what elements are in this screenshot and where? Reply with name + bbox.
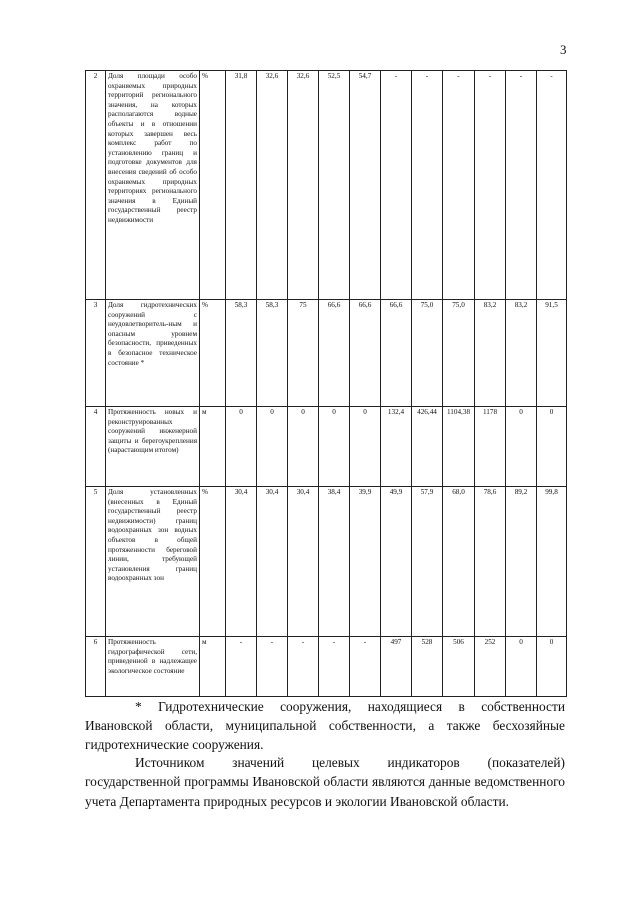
value-cell: 58,3	[226, 300, 257, 407]
value-cell: 1178	[475, 407, 506, 487]
indicators-table	[85, 70, 567, 697]
unit-cell: %	[200, 71, 226, 300]
value-cell: 528	[412, 637, 443, 697]
value-cell: 0	[506, 407, 537, 487]
value-cell: 31,8	[226, 71, 257, 300]
unit-cell: %	[200, 487, 226, 637]
value-cell: 91,5	[537, 300, 567, 407]
value-cell: 52,5	[319, 71, 350, 300]
value-cell: 252	[475, 637, 506, 697]
value-cell: 497	[381, 637, 412, 697]
row-number: 4	[86, 407, 106, 487]
table-row	[86, 407, 567, 487]
value-cell: 68,0	[443, 487, 475, 637]
unit-cell: м	[200, 637, 226, 697]
value-cell: 75,0	[443, 300, 475, 407]
row-number: 6	[86, 637, 106, 697]
value-cell: -	[506, 71, 537, 300]
value-cell: 78,6	[475, 487, 506, 637]
footnote: * Гидротехнические сооружения, находящиеся в собственности Ивановской области, муниципальной собственности, а также бесхозяйные гидротехнические сооружения.	[85, 699, 565, 752]
page-number: 3	[560, 42, 567, 57]
value-cell: 1104,38	[443, 407, 475, 487]
unit-cell: м	[200, 407, 226, 487]
value-cell: 0	[257, 407, 288, 487]
value-cell: 0	[350, 407, 381, 487]
value-cell: 58,3	[257, 300, 288, 407]
value-cell: 0	[537, 407, 567, 487]
value-cell: 57,9	[412, 487, 443, 637]
value-cell: 0	[319, 407, 350, 487]
value-cell: 32,6	[257, 71, 288, 300]
table-row	[86, 300, 567, 407]
value-cell: 75	[288, 300, 319, 407]
value-cell: -	[443, 71, 475, 300]
value-cell: 66,6	[319, 300, 350, 407]
source-paragraph: Источником значений целевых индикаторов (показателей) государственной программы Ивановской области являются данные ведомственного учета Департамента природных ресурсов и экологии Ивановской области.	[85, 755, 565, 809]
value-cell: 0	[226, 407, 257, 487]
indicator-name: Доля площади особо охраняемых природных территорий регионального значения, на которых располагаются водные объекты и в отношении которых завершен весь комплекс работ по установлению границ и подготовке документов для внесения сведений об особо охраняемых природных территориях регионального значения в Единый государственный реестр недвижимости	[106, 71, 200, 300]
indicator-name: Доля установленных (внесенных в Единый государственный реестр недвижимости) границ водоохранных зон водных объектов в общей протяженности береговой линии, требующей установления границ водоохранных зон	[106, 487, 200, 637]
value-cell: 66,6	[381, 300, 412, 407]
value-cell: -	[226, 637, 257, 697]
value-cell: 30,4	[288, 487, 319, 637]
value-cell: -	[475, 71, 506, 300]
value-cell: 30,4	[226, 487, 257, 637]
value-cell: 32,6	[288, 71, 319, 300]
value-cell: 0	[506, 637, 537, 697]
unit-cell: %	[200, 300, 226, 407]
value-cell: 39,9	[350, 487, 381, 637]
value-cell: 49,9	[381, 487, 412, 637]
row-number: 3	[86, 300, 106, 407]
value-cell: 83,2	[506, 300, 537, 407]
value-cell: 99,8	[537, 487, 567, 637]
value-cell: 75,0	[412, 300, 443, 407]
value-cell: 38,4	[319, 487, 350, 637]
value-cell: 426,44	[412, 407, 443, 487]
row-number: 5	[86, 487, 106, 637]
indicator-name: Протяженность гидрографической сети, приведенной в надлежащее экологическое состояние	[106, 637, 200, 697]
value-cell: 89,2	[506, 487, 537, 637]
value-cell: -	[350, 637, 381, 697]
value-cell: 0	[537, 637, 567, 697]
table-row	[86, 487, 567, 637]
indicator-name: Доля гидротехнических сооружений с неудовлетворитель-ным и опасным уровнем безопасности, приведенных в безопасное техническое состояние *	[106, 300, 200, 407]
value-cell: -	[319, 637, 350, 697]
value-cell: -	[288, 637, 319, 697]
table-row	[86, 71, 567, 300]
value-cell: -	[257, 637, 288, 697]
value-cell: 66,6	[350, 300, 381, 407]
indicator-name: Протяженность новых и реконструированных сооружений инженерной защиты и берегоукрепления (нарастающим итогом)	[106, 407, 200, 487]
row-number: 2	[86, 71, 106, 300]
value-cell: 30,4	[257, 487, 288, 637]
value-cell: 506	[443, 637, 475, 697]
value-cell: 83,2	[475, 300, 506, 407]
value-cell: 0	[288, 407, 319, 487]
value-cell: -	[537, 71, 567, 300]
value-cell: 54,7	[350, 71, 381, 300]
table-row	[86, 637, 567, 697]
value-cell: 132,4	[381, 407, 412, 487]
value-cell: -	[381, 71, 412, 300]
value-cell: -	[412, 71, 443, 300]
